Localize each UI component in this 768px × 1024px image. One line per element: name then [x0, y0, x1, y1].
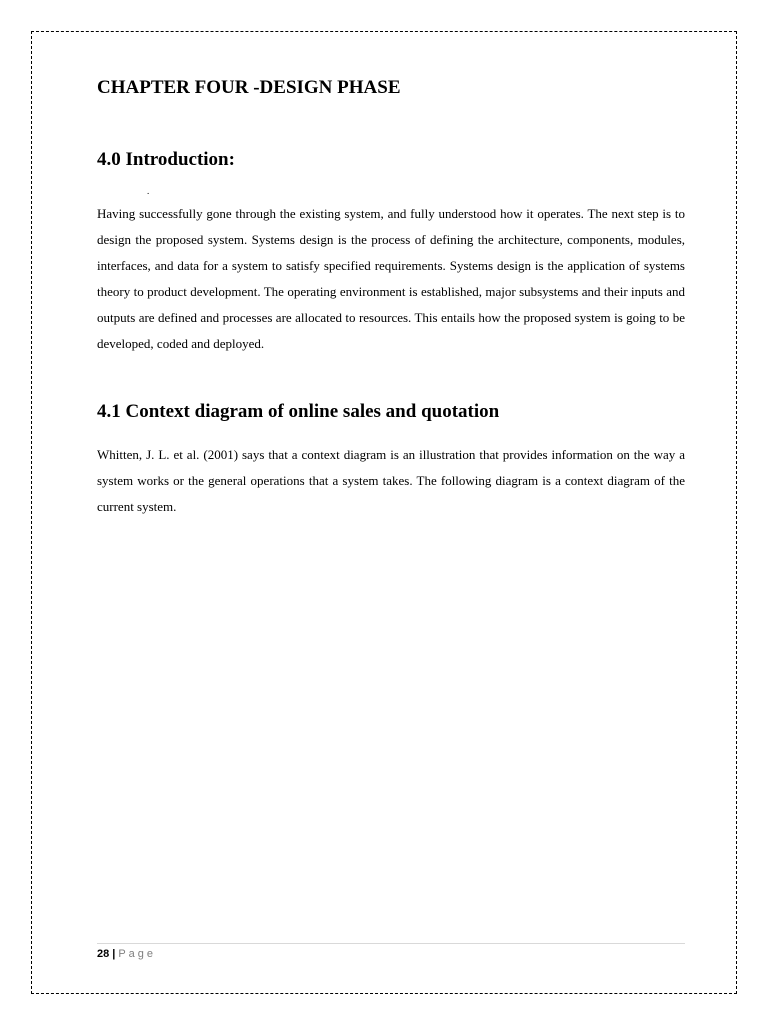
page-number: 28	[97, 948, 110, 960]
section-heading-introduction: 4.0 Introduction:	[97, 149, 235, 170]
stray-dot: .	[147, 186, 150, 196]
context-diagram-paragraph: Whitten, J. L. et al. (2001) says that a context diagram is an illustration that provides information on the way a system works or the general operations that a system takes. The following diagram is a context diagram of the current system.	[97, 447, 685, 514]
chapter-title: CHAPTER FOUR -DESIGN PHASE	[97, 77, 401, 98]
footer-separator: |	[112, 948, 116, 960]
page-content	[97, 74, 685, 514]
page-label: Page	[118, 948, 157, 960]
introduction-paragraph: Having successfully gone through the existing system, and fully understood how it operates. The next step is to design the proposed system. Systems design is the process of defining the architecture, components, modules, interfaces, and data for a system to satisfy specified requirements. Systems design is the application of systems theory to product development. The operating environment is established, major subsystems and their inputs and outputs are defined and processes are allocated to resources. This entails how the proposed system is going to be developed, coded and deployed.	[97, 206, 685, 351]
page-footer	[97, 946, 156, 962]
footer-divider	[97, 943, 685, 944]
section-heading-context-diagram: 4.1 Context diagram of online sales and quotation	[97, 401, 500, 422]
